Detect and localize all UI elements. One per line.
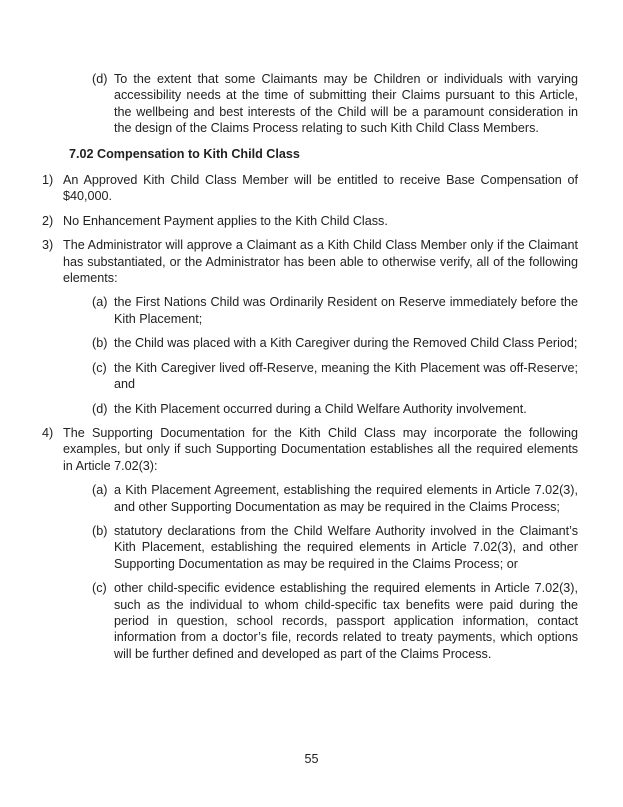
clause-4c-label: (c) bbox=[92, 581, 107, 596]
list-item-4-text: The Supporting Documentation for the Kith Child Class may incorporate the following examples, but only if such Supporting Documentation establishes all the required elements in Article 7.02(3): bbox=[63, 425, 578, 473]
list-item-4-label: 4) bbox=[42, 425, 54, 440]
clause-intro-d-text: To the extent that some Claimants may be Children or individuals with varying accessibility needs at the time of submitting their Claims pursuant to this Article, the wellbeing and best interests of the Child will be a paramount consideration in the design of the Claims Process relating to such Kith Child Class Members. bbox=[114, 72, 578, 136]
clause-4a-label: (a) bbox=[92, 483, 108, 498]
clause-3a-text: the First Nations Child was Ordinarily Resident on Reserve immediately before the Kith Placement; bbox=[114, 295, 578, 326]
clause-3c-label: (c) bbox=[92, 360, 107, 375]
clause-4c-text: other child-specific evidence establishing the required elements in Article 7.02(3), such as the individual to whom child-specific tax benefits were paid during the period in question, school records, passport application information, contact information from a doctor’s file, records related to treaty payments, which options will be further defined and developed as part of the Claims Process. bbox=[114, 581, 578, 661]
clause-4b-text: statutory declarations from the Child Welfare Authority involved in the Claimant’s Kith Placement, establishing the required elements in Article 7.02(3), and other Supporting Documentation as may be required in the Claims Process; or bbox=[114, 523, 578, 571]
list-item-1-text: An Approved Kith Child Class Member will be entitled to receive Base Compensation of $40,000. bbox=[63, 173, 578, 204]
clause-4a-text: a Kith Placement Agreement, establishing the required elements in Article 7.02(3), and other Supporting Documentation as may be required in the Claims Process; bbox=[114, 483, 578, 514]
clause-4c bbox=[42, 580, 578, 662]
clause-3d-text: the Kith Placement occurred during a Child Welfare Authority involvement. bbox=[114, 401, 527, 416]
clause-intro-d-label: (d) bbox=[92, 72, 108, 86]
list-item-4 bbox=[42, 425, 578, 474]
clause-3c bbox=[42, 360, 578, 393]
clause-3b-label: (b) bbox=[92, 336, 108, 351]
list-item-3-text: The Administrator will approve a Claimant as a Kith Child Class Member only if the Claimant has substantiated, or the Administrator has been able to otherwise verify, all of the following elements: bbox=[63, 238, 578, 286]
list-item-1-label: 1) bbox=[42, 173, 54, 188]
clause-4b-label: (b) bbox=[92, 523, 108, 538]
clause-4a bbox=[42, 482, 578, 515]
list-item-2-text: No Enhancement Payment applies to the Kith Child Class. bbox=[63, 213, 388, 228]
clause-3d-label: (d) bbox=[92, 401, 108, 416]
page-number: 55 bbox=[304, 752, 319, 766]
clause-3a-label: (a) bbox=[92, 295, 108, 310]
section-heading: 7.02 Compensation to Kith Child Class bbox=[69, 146, 300, 161]
list-item-1 bbox=[42, 172, 578, 205]
list-item-3-label: 3) bbox=[42, 238, 54, 253]
clause-intro-d bbox=[42, 71, 578, 137]
clause-3c-text: the Kith Caregiver lived off-Reserve, meaning the Kith Placement was off-Reserve; and bbox=[114, 360, 578, 392]
clause-3a bbox=[42, 294, 578, 327]
list-item-3 bbox=[42, 237, 578, 286]
clause-4b bbox=[42, 523, 578, 572]
list-item-2-label: 2) bbox=[42, 213, 54, 228]
clause-3b-text: the Child was placed with a Kith Caregiver during the Removed Child Class Period; bbox=[114, 336, 578, 351]
document-body bbox=[42, 71, 578, 670]
clause-3d bbox=[42, 401, 578, 417]
list-item-2 bbox=[42, 213, 578, 229]
clause-3b bbox=[42, 335, 578, 351]
